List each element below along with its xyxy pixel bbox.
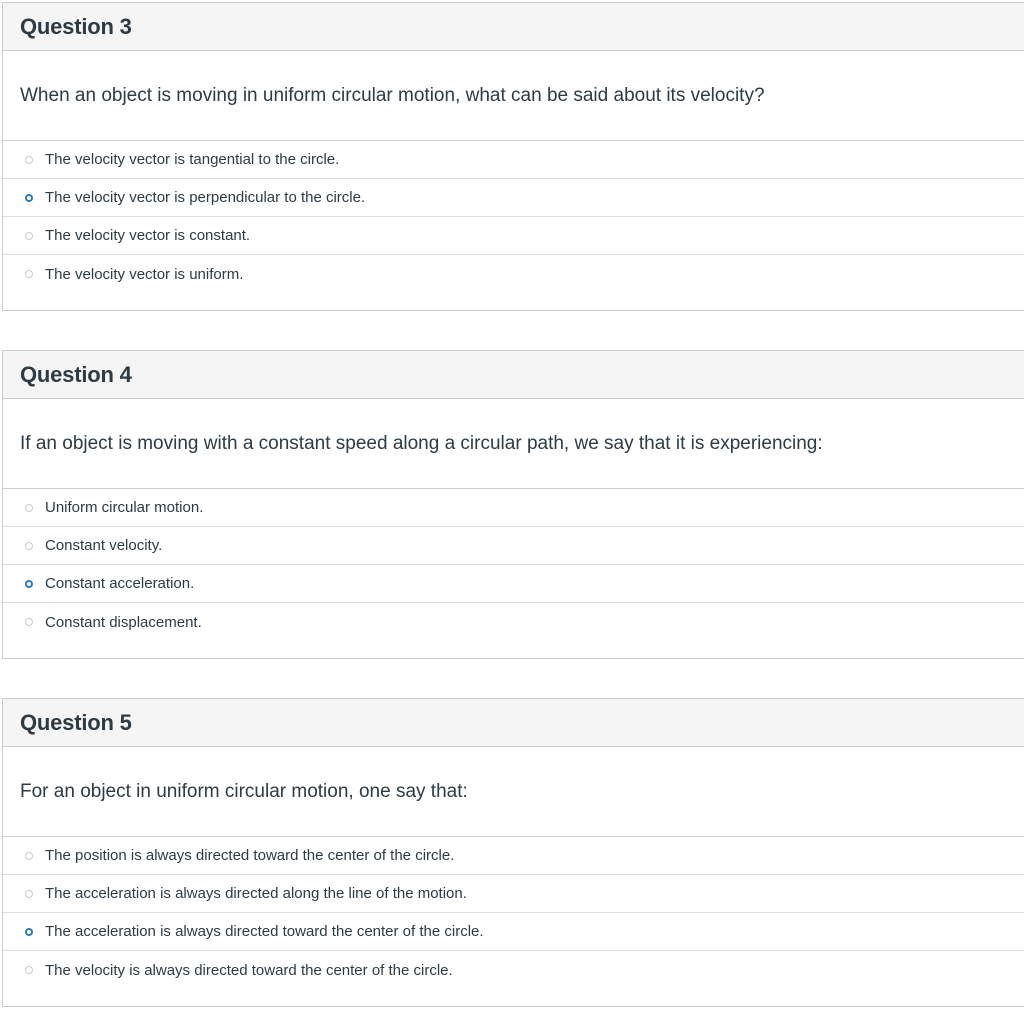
answer-label: The position is always directed toward the center of the circle. (45, 847, 455, 864)
answer-list (3, 489, 1024, 641)
answer-option[interactable] (3, 141, 1024, 179)
answer-label: The velocity vector is tangential to the circle. (45, 151, 340, 168)
answer-label: Constant velocity. (45, 537, 163, 554)
question-4 (2, 350, 1024, 659)
radio-selected-icon[interactable] (25, 928, 33, 936)
answer-option[interactable] (3, 217, 1024, 255)
answer-list (3, 141, 1024, 293)
question-title: Question 4 (20, 361, 132, 387)
radio-unselected-icon[interactable] (25, 232, 33, 240)
question-header (3, 3, 1024, 51)
answer-option[interactable] (3, 527, 1024, 565)
answer-list (3, 837, 1024, 989)
radio-unselected-icon[interactable] (25, 966, 33, 974)
question-title: Question 3 (20, 13, 132, 39)
radio-unselected-icon[interactable] (25, 890, 33, 898)
answer-label: Uniform circular motion. (45, 499, 204, 516)
answer-label: The velocity vector is constant. (45, 227, 251, 244)
answer-option[interactable] (3, 255, 1024, 293)
radio-unselected-icon[interactable] (25, 542, 33, 550)
answer-label: The acceleration is always directed toward the center of the circle. (45, 923, 484, 940)
answer-label: Constant acceleration. (45, 575, 195, 592)
answer-label: The velocity vector is uniform. (45, 265, 244, 283)
question-text: When an object is moving in uniform circular motion, what can be said about its velocity? (3, 51, 1024, 141)
answer-option[interactable] (3, 489, 1024, 527)
radio-unselected-icon[interactable] (25, 618, 33, 626)
answer-option[interactable] (3, 179, 1024, 217)
answer-option[interactable] (3, 837, 1024, 875)
radio-selected-icon[interactable] (25, 194, 33, 202)
question-3 (2, 2, 1024, 311)
answer-option[interactable] (3, 875, 1024, 913)
question-title: Question 5 (20, 709, 132, 735)
answer-option[interactable] (3, 603, 1024, 641)
question-5 (2, 698, 1024, 1007)
question-text: For an object in uniform circular motion, one say that: (3, 747, 1024, 837)
question-header (3, 351, 1024, 399)
answer-label: The acceleration is always directed along the line of the motion. (45, 885, 467, 902)
radio-unselected-icon[interactable] (25, 156, 33, 164)
radio-unselected-icon[interactable] (25, 852, 33, 860)
answer-label: The velocity is always directed toward the center of the circle. (45, 961, 453, 979)
answer-option[interactable] (3, 913, 1024, 951)
radio-selected-icon[interactable] (25, 580, 33, 588)
answer-label: Constant displacement. (45, 613, 202, 631)
radio-unselected-icon[interactable] (25, 270, 33, 278)
question-header (3, 699, 1024, 747)
question-text: If an object is moving with a constant speed along a circular path, we say that it is experiencing: (3, 399, 1024, 489)
radio-unselected-icon[interactable] (25, 504, 33, 512)
answer-option[interactable] (3, 565, 1024, 603)
answer-option[interactable] (3, 951, 1024, 989)
answer-label: The velocity vector is perpendicular to the circle. (45, 189, 366, 206)
